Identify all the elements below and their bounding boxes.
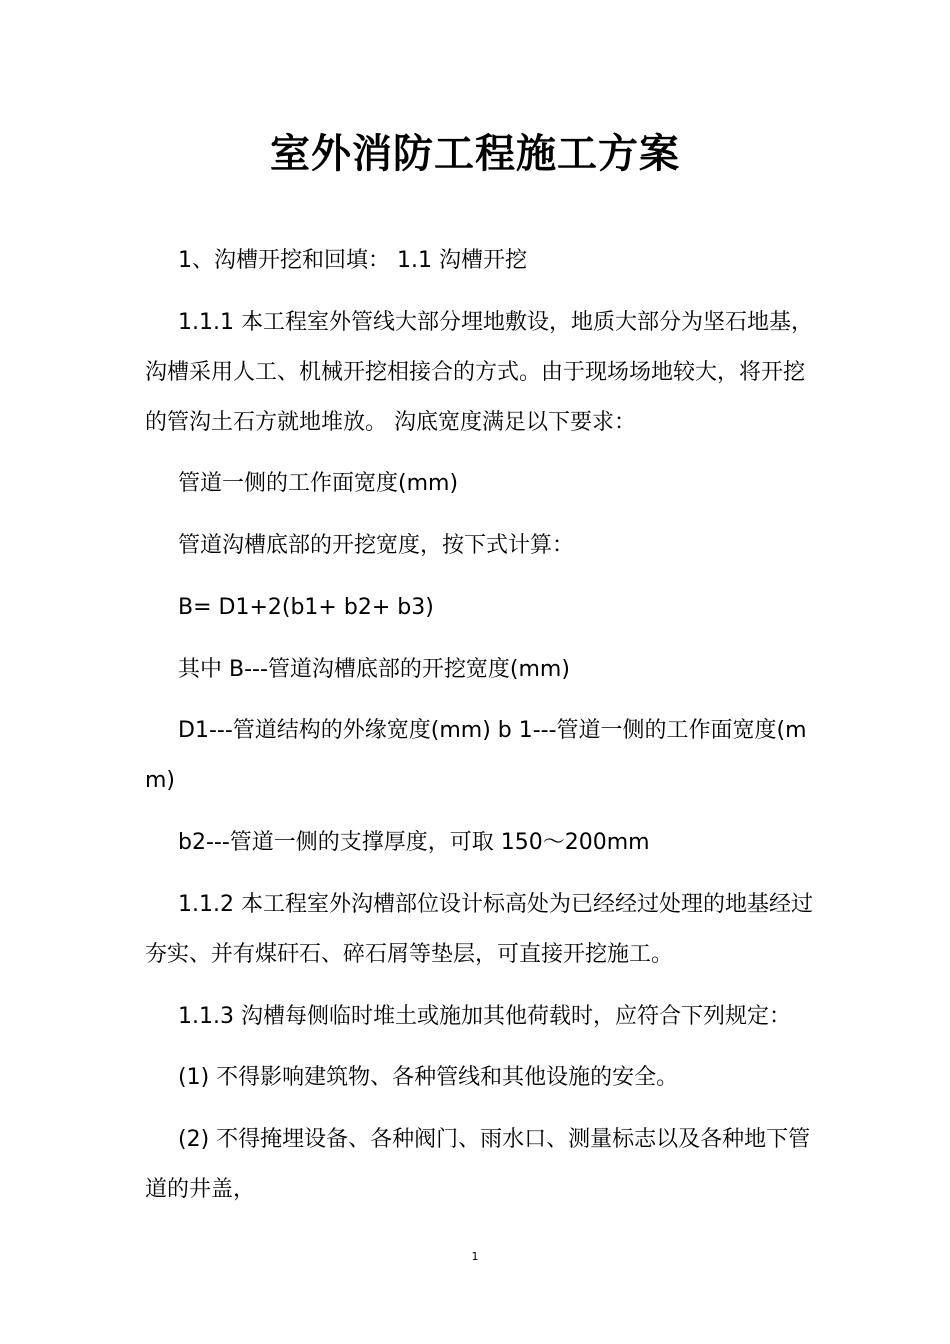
- paragraph-5: B= D1+2(b1+ b2+ b3): [178, 595, 434, 620]
- paragraph-2: 1.1.1 本工程室外管线大部分埋地敷设，地质大部分为坚石地基，沟槽采用人工、机械开挖相接合的方式。由于现场场地较大，将开挖的管沟土石方就地堆放。 沟底宽度满足以下要求：: [145, 310, 813, 435]
- paragraph-9: 1.1.2 本工程室外沟槽部位设计标高处为已经经过处理的地基经过夯实、并有煤矸石、碎石屑等垫层，可直接开挖施工。: [145, 892, 813, 967]
- paragraph-4: 管道沟槽底部的开挖宽度，按下式计算：: [178, 533, 575, 558]
- page-number: 1: [471, 1250, 479, 1263]
- paragraph-7: D1---管道结构的外缘宽度(mm) b 1---管道一侧的工作面宽度(mm): [145, 718, 807, 793]
- paragraph-12: (2) 不得掩埋设备、各种阀门、雨水口、测量标志以及各种地下管道的井盖，: [145, 1127, 811, 1202]
- document-title: 室外消防工程施工方案: [270, 131, 680, 177]
- paragraph-11: (1) 不得影响建筑物、各种管线和其他设施的安全。: [178, 1065, 679, 1090]
- paragraph-1: 1、沟槽开挖和回填： 1.1 沟槽开挖: [178, 248, 527, 273]
- paragraph-3: 管道一侧的工作面宽度(mm): [178, 471, 459, 496]
- paragraph-8: b2---管道一侧的支撑厚度，可取 150～200mm: [178, 830, 650, 855]
- paragraph-6: 其中 B---管道沟槽底部的开挖宽度(mm): [178, 657, 570, 682]
- paragraph-10: 1.1.3 沟槽每侧临时堆土或施加其他荷载时，应符合下列规定：: [178, 1004, 791, 1029]
